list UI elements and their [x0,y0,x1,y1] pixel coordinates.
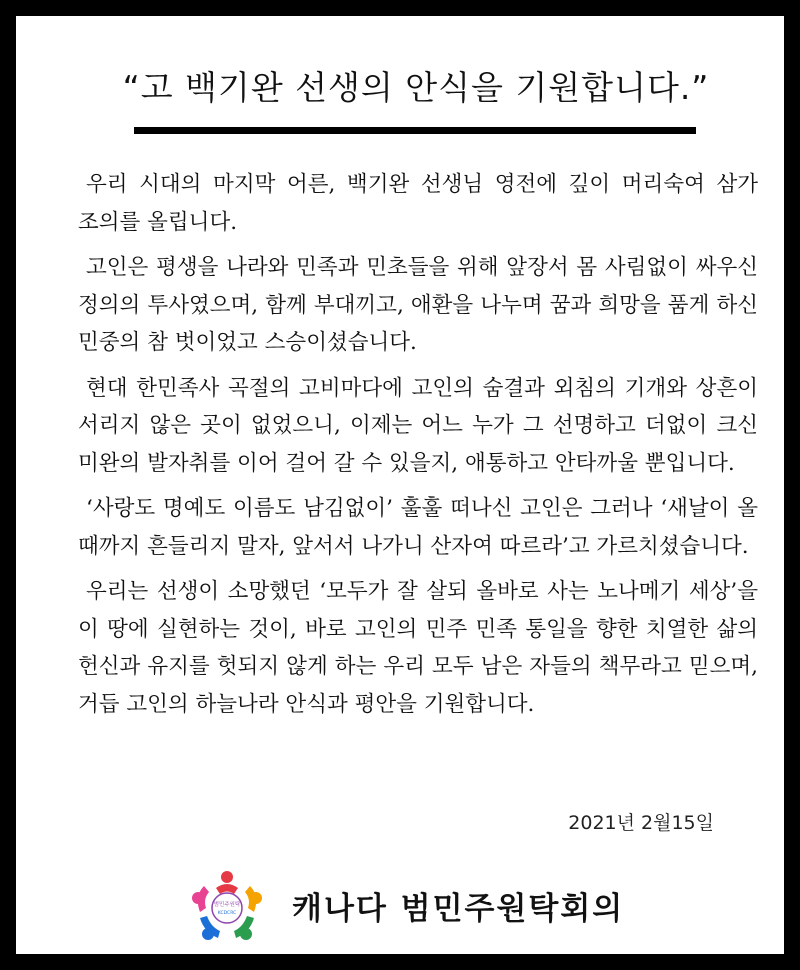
organization-name: 캐나다 범민주원탁회의 [292,891,625,927]
document-title: “고 백기완 선생의 안식을 기원합니다.” [122,68,710,107]
figure-left [192,886,209,912]
figure-top [216,871,238,894]
paragraph-2: 고인은 평생을 나라와 민족과 민초들을 위해 앞장서 몸 사림없이 싸우신 정의의 투사였으며, 함께 부대끼고, 애환을 나누며 꿈과 희망을 품게 하신 민중의 참 벗이었고 스승이셨습니다. [78,255,758,355]
logo-text-latin: KCDCRC [217,911,237,916]
title-underline [134,127,696,134]
logo-graphic [188,868,266,946]
condolence-body [78,166,758,731]
people-circle-logo [188,868,266,946]
paragraph-1: 우리 시대의 마지막 어른, 백기완 선생님 영전에 깊이 머리숙여 삼가 조의를 올립니다. [78,172,758,235]
paragraph-3: 현대 한민족사 곡절의 고비마다에 고인의 숨결과 외침의 기개와 상흔이 서리지 않은 곳이 없었으니, 이제는 어느 누가 그 선명하고 더없이 크신 미완의 발자취를 이어 걸어 갈 수 있을지, 애통하고 안타까울 뿐입니다. [78,375,758,476]
logo-text-korean: 범민주원탁 [213,902,241,908]
paragraph-5: 우리는 선생이 소망했던 ‘모두가 잘 살되 올바로 사는 노나메기 세상’을 이 땅에 실현하는 것이, 바로 고인의 민주 민족 통일을 향한 치열한 삶의 헌신과 유지를 헛되지 않게 하는 우리 모두 남은 자들의 책무라고 믿으며, 거듭 고인의 하늘나라 안식과 평안을 기원합니다. [78,579,758,717]
document-date: 2021년 2월15일 [568,812,714,834]
paragraph-4: ‘사랑도 명예도 이름도 남김없이’ 훌훌 떠나신 고인은 그러나 ‘새날이 올 때까지 흔들리지 말자, 앞서서 나가니 산자여 따르라’고 가르치셨습니다. [78,496,758,559]
figure-right [245,886,262,912]
